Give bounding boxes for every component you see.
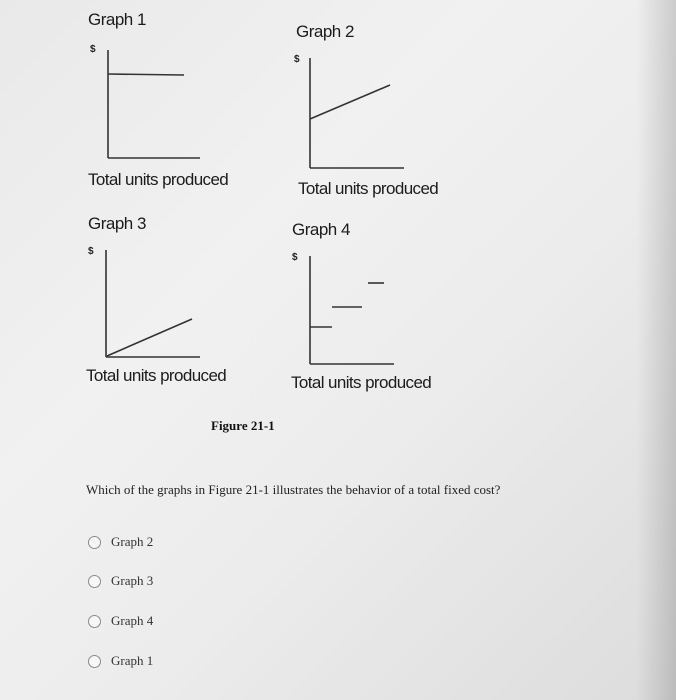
graph-1-title: Graph 1: [88, 10, 146, 29]
graph-3: [88, 214, 288, 404]
graph-1-cost-line: [108, 74, 184, 75]
question-text: Which of the graphs in Figure 21-1 illustrates the behavior of a total fixed cost?: [86, 482, 501, 497]
graph-2-cost-line: [310, 85, 390, 119]
graph-4-y-label: $: [292, 252, 298, 263]
graph-2-y-label: $: [294, 54, 300, 65]
graph-1: [88, 10, 288, 200]
option-graph-4[interactable]: [88, 611, 153, 631]
graph-3-title: Graph 3: [88, 214, 146, 233]
graph-3-y-label: $: [88, 246, 94, 257]
graph-2-title: Graph 2: [296, 22, 354, 41]
option-graph-2[interactable]: [88, 532, 153, 552]
graph-2-x-label: Total units produced: [298, 179, 439, 198]
radio-circle-icon[interactable]: [88, 575, 101, 588]
graph-2: [296, 22, 496, 212]
graph-4: [292, 220, 492, 410]
figure-caption: Figure 21-1: [211, 418, 275, 433]
option-label: Graph 2: [111, 534, 154, 549]
graph-1-y-label: $: [90, 44, 96, 55]
option-graph-3[interactable]: [88, 571, 153, 591]
radio-circle-icon[interactable]: [88, 615, 101, 628]
graph-1-x-label: Total units produced: [88, 170, 229, 189]
graph-3-x-label: Total units produced: [86, 366, 227, 385]
photo-edge-shadow: [636, 0, 676, 700]
option-graph-1[interactable]: [88, 651, 153, 671]
graph-3-cost-line: [107, 319, 192, 356]
option-label: Graph 1: [111, 653, 154, 668]
graph-4-title: Graph 4: [292, 220, 350, 239]
radio-circle-icon[interactable]: [88, 655, 101, 668]
graph-4-x-label: Total units produced: [291, 373, 432, 392]
option-label: Graph 4: [111, 613, 154, 628]
radio-circle-icon[interactable]: [88, 536, 101, 549]
option-label: Graph 3: [111, 573, 154, 588]
